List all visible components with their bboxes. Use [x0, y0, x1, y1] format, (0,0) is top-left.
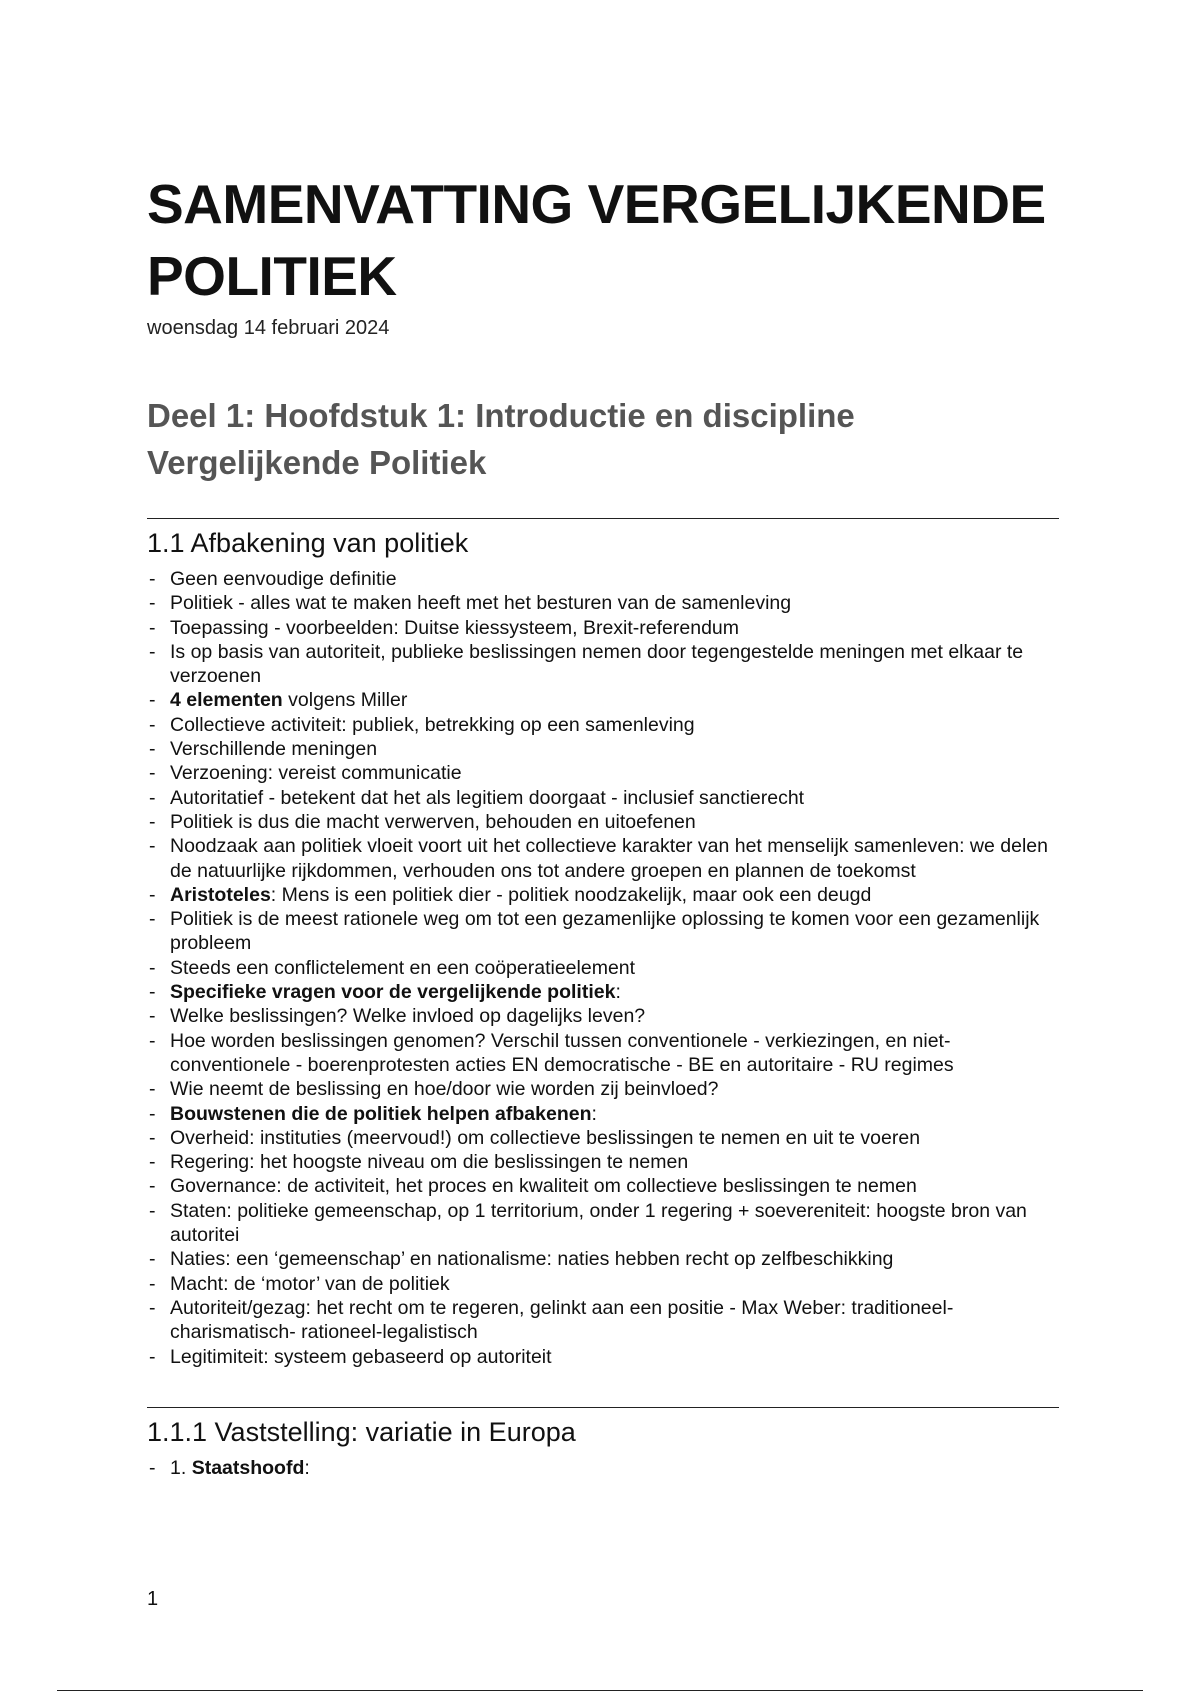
- list-item: - Macht: de ‘motor’ van de politiek: [147, 1272, 1059, 1296]
- list-item: [147, 1102, 1059, 1126]
- list-item: - Verzoening: vereist communicatie: [147, 761, 1059, 785]
- list-item: - Governance: de activiteit, het proces en kwaliteit om collectieve beslissingen te nemen: [147, 1174, 1059, 1198]
- list-item: - Legitimiteit: systeem gebaseerd op autoriteit: [147, 1345, 1059, 1369]
- list-item: - Welke beslissingen? Welke invloed op dagelijks leven?: [147, 1004, 1059, 1028]
- list-item: [147, 1456, 1059, 1480]
- list-item: - Autoriteit/gezag: het recht om te regeren, gelinkt aan een positie - Max Weber: traditioneel- charismatisch- rationeel-legalistisch: [147, 1296, 1059, 1345]
- list-item: - Autoritatief - betekent dat het als legitiem doorgaat - inclusief sanctierecht: [147, 786, 1059, 810]
- list-item: - Wie neemt de beslissing en hoe/door wie worden zij beinvloed?: [147, 1077, 1059, 1101]
- list-item: - Toepassing - voorbeelden: Duitse kiessysteem, Brexit-referendum: [147, 616, 1059, 640]
- list-item: - Overheid: instituties (meervoud!) om collectieve beslissingen te nemen en uit te voeren: [147, 1126, 1059, 1150]
- list-item: - Naties: een ‘gemeenschap’ en nationalisme: naties hebben recht op zelfbeschikking: [147, 1247, 1059, 1271]
- bullet-list: [147, 1456, 1059, 1480]
- bold-term: Staatshoofd: [191, 1456, 305, 1479]
- list-item: - Politiek - alles wat te maken heeft met het besturen van de samenleving: [147, 591, 1059, 615]
- item-text: :: [304, 1456, 310, 1479]
- list-item: - Hoe worden beslissingen genomen? Verschil tussen conventionele - verkiezingen, en niet-conventionele - boerenprotesten acties EN democratische - BE en autoritaire - RU regimes: [147, 1029, 1059, 1078]
- section-heading: 1.1 Afbakening van politiek: [147, 528, 469, 558]
- section-vaststelling: [147, 1407, 1059, 1480]
- list-item: - Staten: politieke gemeenschap, op 1 territorium, onder 1 regering + soevereniteit: hoogste bron van autoritei: [147, 1199, 1059, 1248]
- document-page: [147, 168, 1059, 1480]
- item-number: 1.: [170, 1456, 192, 1479]
- item-text: : Mens is een politiek dier - politiek noodzakelijk, maar ook een deugd: [270, 883, 872, 906]
- bold-term: Specifieke vragen voor de vergelijkende politiek: [170, 981, 616, 1004]
- bullet-list: [147, 567, 1059, 1369]
- page-divider: [57, 1690, 1143, 1691]
- document-date: woensdag 14 februari 2024: [147, 317, 390, 339]
- list-item: - Geen eenvoudige definitie: [147, 567, 1059, 591]
- list-item: - Collectieve activiteit: publiek, betrekking op een samenleving: [147, 713, 1059, 737]
- section-afbakening: [147, 518, 1059, 1369]
- list-item: - Noodzaak aan politiek vloeit voort uit het collectieve karakter van het menselijk samenleven: we delen de natuurlijke rijkdommen, verhouden ons tot andere groepen en plannen de toekomst: [147, 834, 1059, 883]
- bold-term: Aristoteles: [170, 883, 271, 906]
- bold-term: Bouwstenen die de politiek helpen afbakenen: [170, 1102, 592, 1125]
- bold-term: 4 elementen: [170, 689, 283, 712]
- item-text: :: [591, 1102, 597, 1125]
- list-item: [147, 980, 1059, 1004]
- list-item: [147, 883, 1059, 907]
- item-text: volgens Miller: [282, 689, 408, 712]
- document-title: SAMENVATTING VERGELIJKENDE POLITIEK: [147, 173, 1046, 307]
- list-item: - Steeds een conflictelement en een coöperatieelement: [147, 956, 1059, 980]
- list-item: - Regering: het hoogste niveau om die beslissingen te nemen: [147, 1150, 1059, 1174]
- chapter-heading: Deel 1: Hoofdstuk 1: Introductie en discipline Vergelijkende Politiek: [147, 397, 855, 481]
- list-item: [147, 688, 1059, 712]
- page-number: 1: [147, 1588, 159, 1610]
- list-item: - Politiek is de meest rationele weg om tot een gezamenlijke oplossing te komen voor een gezamenlijk probleem: [147, 907, 1059, 956]
- list-item: - Is op basis van autoriteit, publieke beslissingen nemen door tegengestelde meningen met elkaar te verzoenen: [147, 640, 1059, 689]
- list-item: - Politiek is dus die macht verwerven, behouden en uitoefenen: [147, 810, 1059, 834]
- item-text: :: [615, 981, 621, 1004]
- list-item: - Verschillende meningen: [147, 737, 1059, 761]
- section-heading: 1.1.1 Vaststelling: variatie in Europa: [147, 1416, 576, 1447]
